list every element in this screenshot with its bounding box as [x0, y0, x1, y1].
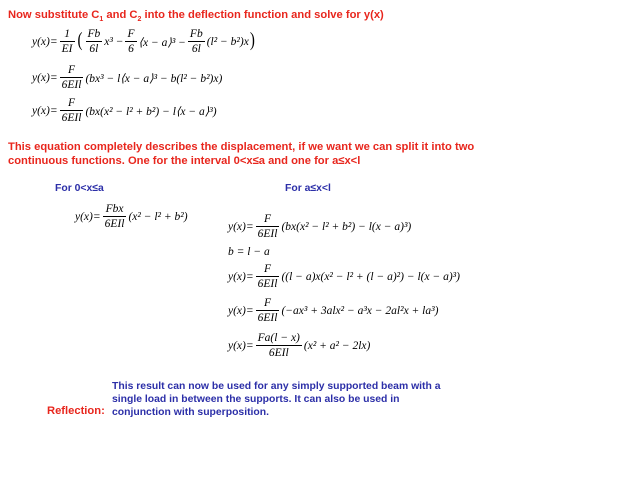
- equation-2: y(x)= $\frac{F}{\text{6EIl}}$ (bx³ − l⟨x − a⟩³ − b(l² − b²)x): [32, 64, 223, 91]
- right-equation-2: y(x)= $\frac{F}{\text{6EIl}}$ ((l − a)x(x² − l² + (l − a)²) − l(x − a)³): [228, 263, 460, 290]
- right-equation-4: y(x)= $\frac{Fa(l - x)}{\text{6EIl}}$ (x² + a² − 2lx): [228, 332, 371, 359]
- equation-1: y(x)= $\frac{1}{EI}$ ( $\frac{Fb}{6l}$ x³ − $\frac{F}{6}$ ⟨x − a⟩³ − $\frac{Fb}{6l}$ (l² − b²)x ): [32, 28, 255, 55]
- right-equation-3: y(x)= $\frac{F}{\text{6EIl}}$ (−ax³ + 3alx² − a³x − 2al²x + la³): [228, 297, 439, 324]
- equation-3: y(x)= $\frac{F}{\text{6EIl}}$ (bx(x² − l² + b²) − l⟨x − a⟩³): [32, 97, 217, 124]
- description-paragraph: This equation completely describes the displacement, if we want we can split it into two continuous functions. One for the interval 0<x≤a and one for a≤x<l: [8, 141, 475, 167]
- right-interval-label: For a≤x<l: [285, 183, 331, 194]
- right-equation-1: y(x)= $\frac{F}{\text{6EIl}}$ (bx(x² − l² + b²) − l(x − a)³): [228, 213, 412, 240]
- header-text: Now substitute $C_1$ and $C_2$ into the deflection function and solve for y(x): [8, 9, 384, 24]
- reflection-text: This result can now be used for any simply supported beam with a single load in between the supports. It can also be used in conjunction with superposition.: [112, 381, 441, 418]
- right-equation-b: b = l − a: [228, 246, 270, 258]
- reflection-label: Reflection:: [47, 405, 105, 417]
- left-interval-label: For 0<x≤a: [55, 183, 104, 194]
- left-equation: y(x)= $\frac{\text{Fbx}}{\text{6EIl}}$ (x² − l² + b²): [75, 203, 188, 230]
